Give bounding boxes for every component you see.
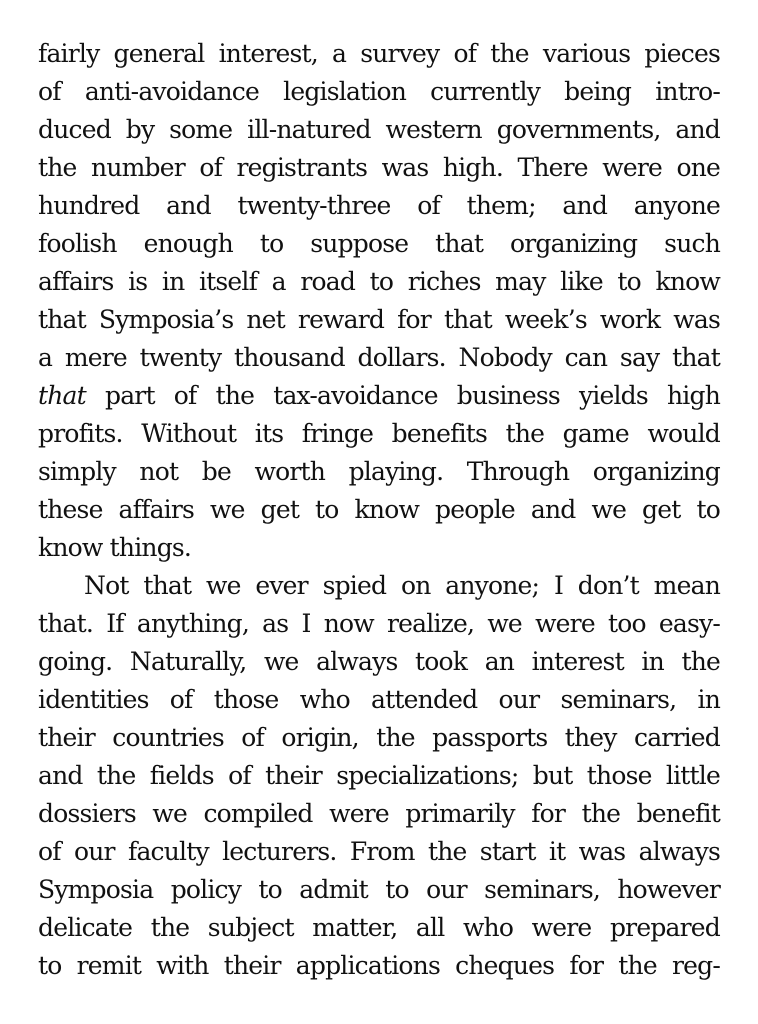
text-line: of our faculty lecturers. From the start it was always (38, 837, 720, 866)
text-line: that Symposia’s net reward for that week’s work was (38, 305, 720, 334)
text-line: of anti-avoidance legislation currently being intro- (38, 77, 720, 106)
text-line: simply not be worth playing. Through organizing (38, 457, 720, 486)
text-line: identities of those who attended our seminars, in (38, 685, 720, 714)
text-line: hundred and twenty-three of them; and anyone (38, 191, 720, 220)
text-line: fairly general interest, a survey of the various pieces (38, 39, 720, 68)
text-line: foolish enough to suppose that organizing such (38, 229, 720, 258)
paragraph-1 (38, 35, 720, 567)
text-line: their countries of origin, the passports they carried (38, 723, 720, 752)
paragraph-2 (38, 567, 720, 985)
text-line: the number of registrants was high. There were one (38, 153, 720, 182)
text-line: and the fields of their specializations; but those little (38, 761, 720, 790)
text-line: delicate the subject matter, all who were prepared (38, 913, 720, 942)
text-line: Not that we ever spied on anyone; I don’t mean (84, 571, 720, 600)
text-line: know things. (38, 533, 192, 562)
text-line: Symposia policy to admit to our seminars, however (38, 875, 720, 904)
text-line: dossiers we compiled were primarily for the benefit (38, 799, 720, 828)
text-line: duced by some ill-natured western governments, and (38, 115, 720, 144)
text-line: profits. Without its fringe benefits the game would (38, 419, 720, 448)
italic-word: that (38, 381, 86, 410)
text-line: a mere twenty thousand dollars. Nobody can say that (38, 343, 720, 372)
text-line: to remit with their applications cheques for the reg- (38, 951, 720, 980)
text-line (38, 377, 720, 415)
text-line: that. If anything, as I now realize, we were too easy- (38, 609, 720, 638)
text-line: these affairs we get to know people and we get to (38, 495, 720, 524)
text-line: affairs is in itself a road to riches may like to know (38, 267, 720, 296)
book-page (38, 35, 720, 985)
text-span: part of the tax-avoidance business yields high (105, 381, 720, 410)
text-line: going. Naturally, we always took an interest in the (38, 647, 720, 676)
